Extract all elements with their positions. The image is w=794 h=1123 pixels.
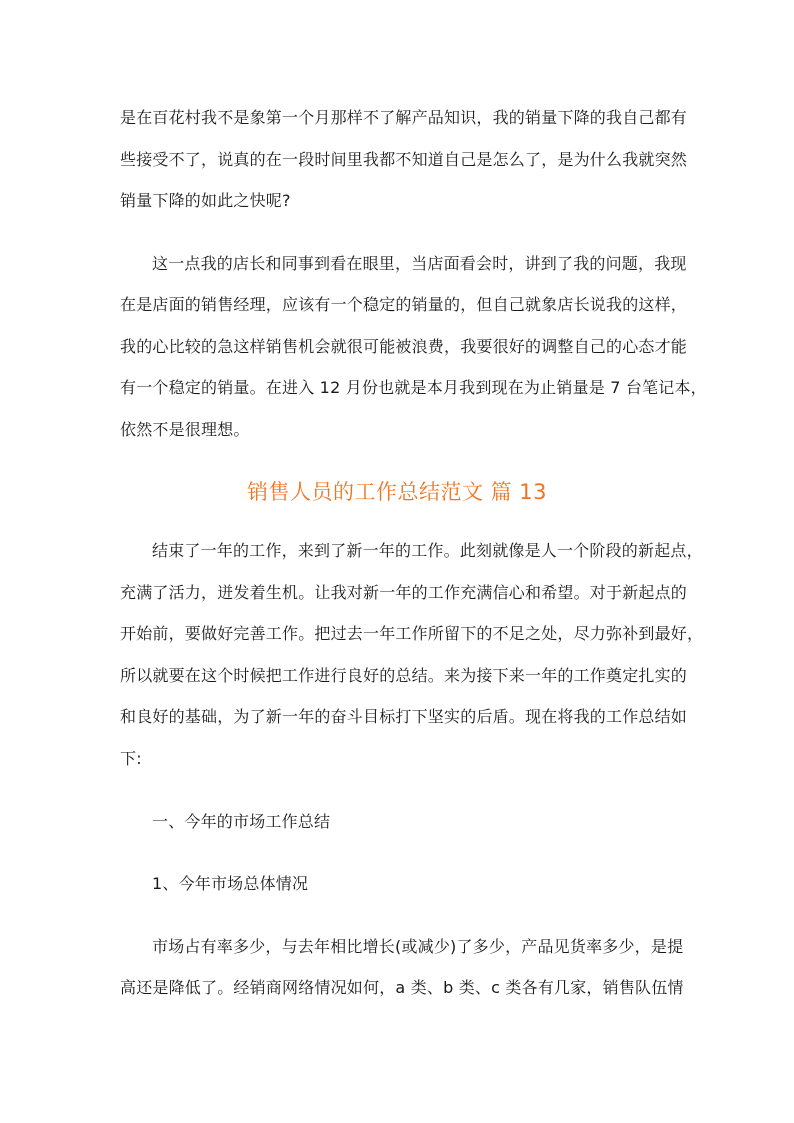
paragraph-2-line-5: 依然不是很理想。 bbox=[120, 420, 250, 439]
heading-market-overview: 1、今年市场总体情况 bbox=[152, 874, 309, 893]
paragraph-3-line-4: 所以就要在这个时候把工作进行良好的总结。来为接下来一年的工作奠定扎实的 bbox=[120, 666, 688, 685]
paragraph-1-line-2: 些接受不了，说真的在一段时间里我都不知道自己是怎么了，是为什么我就突然 bbox=[120, 150, 688, 169]
paragraph-1-line-3: 销量下降的如此之快呢? bbox=[120, 191, 291, 210]
paragraph-3-line-3: 开始前，要做好完善工作。把过去一年工作所留下的不足之处，尽力弥补到最好， bbox=[120, 624, 704, 643]
paragraph-2-line-2: 在是店面的销售经理，应该有一个稳定的销量的，但自己就象店长说我的这样， bbox=[120, 295, 688, 314]
paragraph-4-line-1: 市场占有率多少，与去年相比增长(或减少)了多少，产品见货率多少，是提 bbox=[152, 937, 684, 956]
paragraph-1-line-1: 是在百花村我不是象第一个月那样不了解产品知识，我的销量下降的我自己都有 bbox=[120, 108, 688, 127]
paragraph-2-line-3: 我的心比较的急这样销售机会就很可能被浪费，我要很好的调整自己的心态才能 bbox=[120, 337, 688, 356]
section-title: 销售人员的工作总结范文 篇 13 bbox=[246, 480, 548, 504]
paragraph-2-line-1: 这一点我的店长和同事到看在眼里，当店面看会时，讲到了我的问题，我现 bbox=[152, 254, 687, 273]
paragraph-3-line-5: 和良好的基础，为了新一年的奋斗目标打下坚实的后盾。现在将我的工作总结如 bbox=[120, 707, 688, 726]
paragraph-3-line-1: 结束了一年的工作，来到了新一年的工作。此刻就像是人一个阶段的新起点， bbox=[152, 541, 703, 560]
paragraph-3-line-2: 充满了活力，迸发着生机。让我对新一年的工作充满信心和希望。对于新起点的 bbox=[120, 583, 688, 602]
paragraph-3-line-6: 下: bbox=[120, 749, 142, 768]
heading-market-summary: 一、今年的市场工作总结 bbox=[152, 812, 331, 831]
paragraph-2-line-4: 有一个稳定的销量。在进入 12 月份也就是本月我到现在为止销量是 7 台笔记本， bbox=[120, 378, 707, 397]
paragraph-4-line-2: 高还是降低了。经销商网络情况如何，a 类、b 类、c 类各有几家，销售队伍情 bbox=[120, 978, 684, 997]
